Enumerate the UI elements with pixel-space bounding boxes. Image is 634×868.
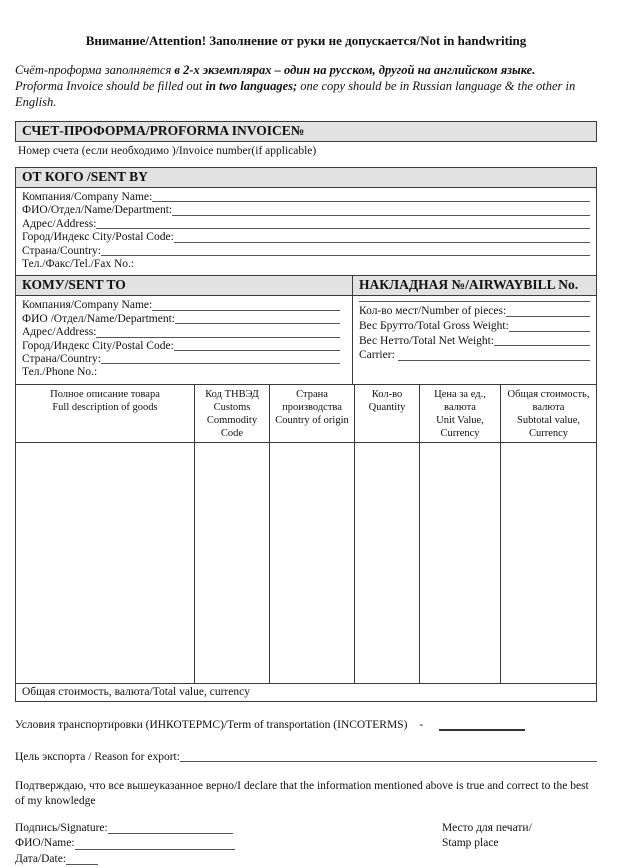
field-row-phone	[22, 366, 340, 379]
col-header-country-origin	[269, 385, 354, 442]
field-row-company	[22, 299, 340, 312]
field-blank-line	[152, 191, 590, 202]
invoice-title-bar: СЧЕТ-ПРОФОРМА/PROFORMA INVOICE№	[15, 121, 597, 142]
col-header-en: Customs Commodity Code	[206, 401, 258, 439]
field-row-city-postal	[22, 231, 590, 244]
field-blank-line	[398, 348, 590, 361]
body-cell-quantity	[354, 443, 419, 683]
body-cell-commodity-code	[194, 443, 269, 683]
field-label: ФИО/Отдел/Name/Department:	[22, 204, 173, 217]
field-blank-line	[174, 340, 340, 351]
form-box	[15, 167, 597, 702]
field-label: Страна/Country:	[22, 353, 101, 366]
field-row-city-postal	[22, 340, 340, 353]
field-label: Тел./Факс/Tel./Fax No.:	[22, 258, 135, 271]
field-row-gross-weight	[359, 319, 590, 334]
field-blank-line	[101, 245, 590, 256]
reason-label: Цель экспорта / Reason for export:	[15, 750, 180, 763]
fill-instructions-en	[15, 78, 597, 110]
field-label: Город/Индекс City/Postal Code:	[22, 339, 174, 352]
col-header-commodity-code	[194, 385, 269, 442]
proforma-invoice-document	[0, 33, 634, 868]
field-row-carrier	[359, 348, 590, 363]
field-label: Компания/Company Name:	[22, 299, 153, 312]
sent-to-airwaybill-section	[16, 275, 596, 383]
stamp-place-ru: Место для печати/	[442, 821, 532, 834]
col-header-en: Full description of goods	[52, 401, 158, 413]
field-blank-line	[101, 353, 340, 364]
note-en-bold: in two languages;	[205, 79, 298, 93]
field-row-name-department	[22, 204, 590, 217]
sent-to-column	[16, 276, 353, 383]
field-blank-line	[175, 313, 340, 324]
col-header-en: Quantity	[368, 401, 406, 413]
field-blank-line	[506, 304, 590, 317]
field-row-address	[22, 218, 590, 231]
field-label: Страна/Country:	[22, 244, 101, 257]
reason-for-export-line	[15, 750, 597, 764]
field-blank-line	[359, 301, 590, 302]
field-label: Тел./Phone No.:	[22, 366, 98, 379]
field-label: ФИО /Отдел/Name/Department:	[22, 312, 175, 325]
field-label: Адрес/Address:	[22, 217, 97, 230]
field-label: Вес Брутто/Total Gross Weight:	[359, 320, 509, 333]
col-header-en: Country of origin	[275, 414, 349, 426]
signature-label: Подпись/Signature:	[15, 821, 108, 834]
date-row	[15, 852, 597, 868]
date-label: Дата/Date:	[15, 852, 67, 865]
body-cell-subtotal	[500, 443, 596, 683]
note-en-regular1: Proforma Invoice should be filled out	[15, 79, 206, 93]
field-row-country	[22, 353, 340, 366]
field-blank-line	[152, 299, 340, 310]
note-ru-regular: Счёт-проформа заполняется	[15, 63, 175, 77]
airwaybill-header: НАКЛАДНАЯ №/AIRWAYBILL No.	[353, 276, 596, 296]
signature-block	[15, 821, 597, 868]
col-header-unit-value	[419, 385, 500, 442]
col-header-en: Unit Value, Currency	[436, 414, 484, 439]
incoterms-label: Условия транспортировки (ИНКОТЕРМС)/Term of transportation (INCOTERMS)	[15, 718, 408, 731]
field-row-name-department	[22, 313, 340, 326]
fill-instructions-ru	[15, 62, 597, 78]
field-label: Вес Нетто/Total Net Weight:	[359, 334, 495, 347]
field-row-net-weight	[359, 334, 590, 349]
sent-to-fields	[16, 296, 352, 383]
name-blank-line	[75, 836, 235, 850]
body-cell-country-origin	[269, 443, 354, 683]
goods-table-body-row	[16, 442, 596, 683]
field-blank-line	[174, 231, 590, 242]
sent-by-fields	[16, 188, 596, 275]
col-header-ru: Кол-во	[371, 388, 403, 400]
reason-blank-line	[180, 750, 597, 762]
field-label: Город/Индекс City/Postal Code:	[22, 231, 174, 244]
col-header-ru: Общая стоимость, валюта	[507, 388, 590, 413]
signature-blank-line	[108, 821, 233, 835]
field-row-address	[22, 326, 340, 339]
col-header-ru: Полное описание товара	[50, 388, 160, 400]
sent-by-header: ОТ КОГО /SENT BY	[16, 168, 596, 188]
col-header-ru: Код ТНВЭД	[205, 388, 259, 400]
col-header-ru: Страна производства	[282, 388, 342, 413]
note-en-regular2: one copy should be in Russian language & the other in English.	[15, 79, 576, 109]
col-header-en: Subtotal value, Currency	[517, 414, 580, 439]
name-label: ФИО/Name:	[15, 837, 75, 850]
field-blank-line	[96, 326, 340, 337]
fill-instructions	[15, 62, 597, 110]
field-label: Кол-во мест/Number of pieces:	[359, 305, 507, 318]
declaration-text: Подтверждаю, что все вышеуказанное верно/I declare that the information mentioned above is true and correct to the best of my knowledge	[15, 779, 589, 807]
goods-table-total-row: Общая стоимость, валюта/Total value, currency	[16, 683, 596, 701]
date-blank-line	[66, 852, 98, 866]
col-header-ru: Цена за ед., валюта	[434, 388, 486, 413]
airwaybill-fields	[353, 296, 596, 366]
note-ru-bold: в 2-х экземплярах – один на русском, другой на английском языке.	[174, 63, 536, 77]
field-row-country	[22, 245, 590, 258]
field-blank-line	[96, 218, 590, 229]
field-row-tel-fax	[22, 258, 590, 271]
col-header-quantity	[354, 385, 419, 442]
stamp-place	[442, 821, 532, 852]
col-header-description	[16, 385, 194, 442]
attention-heading: Внимание/Attention! Заполнение от руки не допускается/Not in handwriting	[85, 33, 527, 48]
stamp-place-en: Stamp place	[442, 837, 499, 850]
body-cell-unit-value	[419, 443, 500, 683]
document-content	[15, 33, 597, 867]
incoterms-line	[15, 718, 597, 731]
field-row-pieces	[359, 304, 590, 319]
incoterms-blank-line	[439, 718, 525, 731]
invoice-number-note: Номер счета (если необходимо )/Invoice number(if applicable)	[18, 145, 317, 157]
field-label: Carrier:	[359, 349, 398, 362]
goods-table-header-row	[16, 385, 596, 442]
field-label: Компания/Company Name:	[22, 191, 153, 203]
airwaybill-column	[353, 276, 596, 383]
field-blank-line	[509, 319, 590, 332]
col-header-subtotal	[500, 385, 596, 442]
sent-to-header: КОМУ/SENT TO	[16, 276, 352, 296]
field-blank-line	[172, 204, 590, 215]
field-row-company	[22, 191, 590, 204]
field-label: Адрес/Address:	[22, 326, 97, 339]
incoterms-dash: -	[419, 718, 424, 731]
field-blank-line	[494, 334, 590, 347]
body-cell-description	[16, 443, 194, 683]
goods-table	[16, 384, 596, 701]
